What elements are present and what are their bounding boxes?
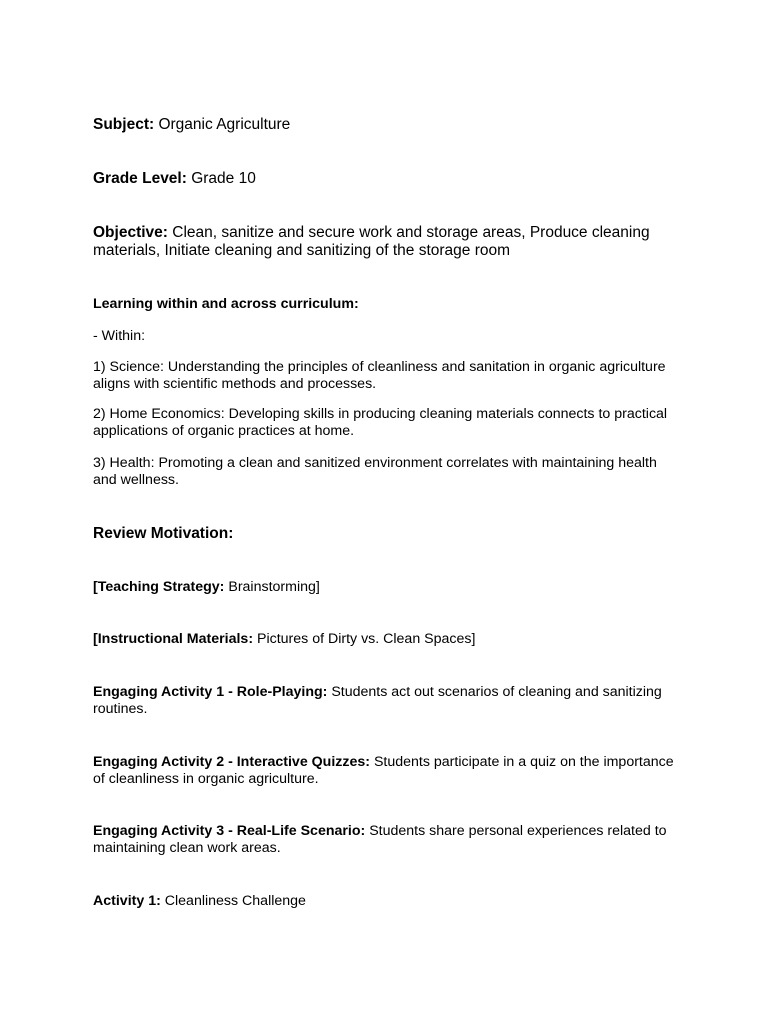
objective-label: Objective: <box>93 224 168 241</box>
subject-value: Organic Agriculture <box>158 116 291 133</box>
review-motivation-text: Review Motivation: <box>93 525 234 542</box>
activity-1-line <box>93 893 678 910</box>
instructional-materials-line <box>93 631 678 648</box>
instructional-materials-value: Pictures of Dirty vs. Clean Spaces <box>257 631 472 647</box>
engaging-activity-1-label: Engaging Activity 1 - Role-Playing: <box>93 684 328 700</box>
learning-item-science: 1) Science: Understanding the principles of cleanliness and sanitation in organic agriculture aligns with scientific methods and processes. <box>93 359 666 392</box>
learning-heading <box>93 296 678 313</box>
engaging-activity-3-text: Students share personal experiences related to maintaining clean work areas. <box>93 823 667 856</box>
objective-value: Clean, sanitize and secure work and storage areas, Produce cleaning materials, Initiate cleaning and sanitizing of the storage room <box>93 224 650 259</box>
engaging-activity-2 <box>93 754 678 788</box>
engaging-activity-3-label: Engaging Activity 3 - Real-Life Scenario: <box>93 823 366 839</box>
learning-heading-text: Learning within and across curriculum: <box>93 296 359 312</box>
learning-item-health: 3) Health: Promoting a clean and sanitized environment correlates with maintaining health and wellness. <box>93 455 657 488</box>
instructional-materials-close: ] <box>471 631 476 647</box>
grade-level-line <box>93 170 678 188</box>
grade-level-value: Grade 10 <box>191 170 256 187</box>
activity-1-value: Cleanliness Challenge <box>164 893 306 909</box>
engaging-activity-1 <box>93 684 678 718</box>
subject-line <box>93 116 678 134</box>
subject-label: Subject: <box>93 116 155 133</box>
instructional-materials-open: [ <box>93 631 98 647</box>
engaging-activity-1-text: Students act out scenarios of cleaning and sanitizing routines. <box>93 684 662 717</box>
engaging-activity-2-text: Students participate in a quiz on the importance of cleanliness in organic agriculture. <box>93 754 674 787</box>
objective-line <box>93 224 678 260</box>
teaching-strategy-line <box>93 579 678 596</box>
instructional-materials-label: Instructional Materials: <box>97 631 254 647</box>
teaching-strategy-close: ] <box>315 579 320 595</box>
teaching-strategy-value: Brainstorming <box>228 579 316 595</box>
review-motivation-heading <box>93 525 678 543</box>
within-label: - Within: <box>93 328 146 344</box>
teaching-strategy-open: [ <box>93 579 98 595</box>
engaging-activity-2-label: Engaging Activity 2 - Interactive Quizzes: <box>93 754 370 770</box>
engaging-activity-3 <box>93 823 678 857</box>
grade-level-label: Grade Level: <box>93 170 187 187</box>
activity-1-label: Activity 1: <box>93 893 161 909</box>
teaching-strategy-label: Teaching Strategy: <box>97 579 225 595</box>
learning-item-home-economics: 2) Home Economics: Developing skills in producing cleaning materials connects to practical applications of organic practices at home. <box>93 406 668 439</box>
